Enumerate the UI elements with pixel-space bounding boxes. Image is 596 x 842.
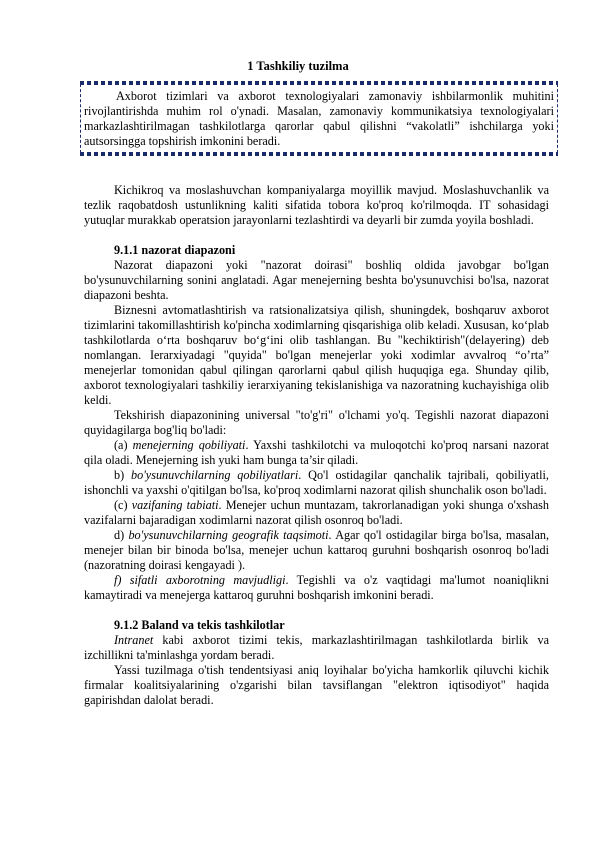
list-item: (c) vazifaning tabiati. Menejer uchun muntazam, takrorlanadigan yoki shunga o'xshash vazifalarni bajaradigan xodimlarni nazorat qilish osonroq bo'ladi. (84, 498, 550, 527)
paragraph: Intranet kabi axborot tizimi tekis, markazlashtirilmagan tashkilotlarda birlik va izchillikni ta'minlashga yordam beradi. (84, 633, 549, 662)
intro-paragraph: Kichikroq va moslashuvchan kompaniyalarga moyillik mavjud. Moslashuvchanlik va tezlik raqobatdosh ustunlikning kaliti sifatida tobora ko'proq ko'rilmoqda. IT sohasidagi yutuqlar murakkab operatsion jarayonlarni tezlashtirdi va deyarli bir zumda yoyila boshladi. (84, 183, 549, 227)
page-title: 1 Tashkiliy tuzilma (247, 59, 349, 73)
paragraph: Biznesni avtomatlashtirish va ratsionalizatsiya qilish, shuningdek, boshqaruv axborot tizimlarini takomillashtirish ko'pincha xodimlarning qisqarishiga olib keladi. Xususan, ko‘plab tashkilotlarda o‘rta boshqaruv bo‘g‘ini olib tashlangan. Bu "kechiktirish"(delayering) deb nomlangan. Ierarxiyadagi "quyida" bo'lgan menejerlar yoki xodimlar avvalroq “o’rta” menejerlar tomonidan qabul qilingan qarorlarni qabul qilish huquqiga ega. Shunday qilib, axborot texnologiyalari tashkiliy ierarxiyaning tekislanishiga va nazoratning kuchayishiga olib keldi. (84, 303, 549, 407)
paragraph: Nazorat diapazoni yoki "nazorat doirasi" boshliq oldida javobgar bo'lgan bo'ysunuvchilarning sonini anglatadi. Agar menejerning beshta bo'ysunuvchisi bo'lsa, nazorat diapazoni beshta. (84, 258, 549, 302)
document-body (84, 183, 549, 708)
highlight-box (80, 84, 558, 153)
paragraph: Yassi tuzilmaga o'tish tendentsiyasi aniq loyihalar bo'yicha hamkorlik qiluvchi kichik firmalar koalitsiyalarining o'zgarishi bilan tavsiflangan "elektron iqtisodiyot" haqida gapirishdan dalolat beradi. (84, 663, 549, 707)
list-item: (a) menejerning qobiliyati. Yaxshi tashkilotchi va muloqotchi ko'proq narsani nazorat qila oladi. Menejerning ish yuki ham bunga ta’sir qiladi. (84, 438, 549, 467)
section-heading: 9.1.1 nazorat diapazoni (114, 243, 236, 257)
list-item: d) bo'ysunuvchilarning geografik taqsimoti. Agar qo'l ostidagilar birga bo'lsa, masalan, menejer bilan bir binoda bo'lsa, menejer uchun kattaroq guruhni boshqarish osonroq bo'ladi (nazoratning doirasi kengayadi ). (84, 528, 549, 572)
section-heading: 9.1.2 Baland va tekis tashkilotlar (114, 618, 285, 632)
highlight-box-text: Axborot tizimlari va axborot texnologiyalari zamonaviy ishbilarmonlik muhitini rivojlantirishda muhim rol o'ynadi. Masalan, zamonaviy kommunikatsiya texnologiyalari markazlashtirilmagan tashkilotlarga qarorlar qabul qilishni “vakolatli” ishchilarga yoki autsorsingga topshirish imkonini beradi. (84, 89, 554, 148)
list-item: f) sifatli axborotning mavjudligi. Tegishli va o'z vaqtidagi ma'lumot noaniqlikni kamaytiradi va menejerga kattaroq guruhni boshqarish imkonini beradi. (84, 573, 549, 602)
paragraph: Tekshirish diapazonining universal "to'g'ri" o'lchami yo'q. Tegishli nazorat diapazoni quyidagilarga bog'liq bo'ladi: (84, 408, 549, 437)
list-item: b) bo'ysunuvchilarning qobiliyatlari. Qo'l ostidagilar qanchalik tajribali, qobiliyatli, ishonchli va yaxshi o'qitilgan bo'lsa, ko'proq xodimlarni nazorat qilish shunchalik oson bo'ladi. (84, 468, 549, 497)
